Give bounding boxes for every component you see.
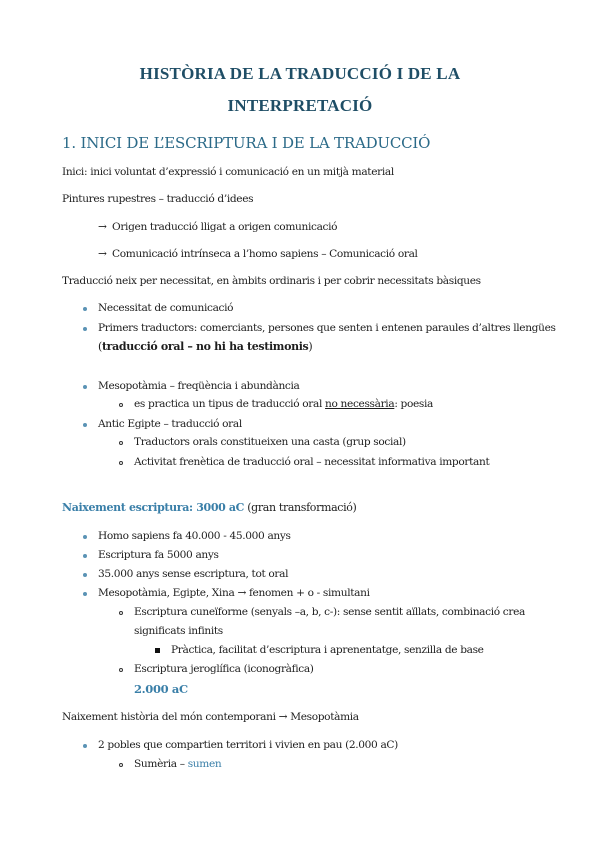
list-item-mesopotamia: Mesopotàmia – freqüència i abundància <box>98 380 300 392</box>
es-practica-text: es practica un tipus de traducció oral <box>134 398 326 410</box>
arrow-icon: → <box>98 221 107 233</box>
list-item-sense-escriptura: 35.000 anys sense escriptura, tot oral <box>98 568 289 580</box>
naixement-pre: Naixement història del món contemporani <box>62 711 279 723</box>
list-item-es-practica <box>134 397 433 411</box>
paragraph-traduccio-neix: Traducció neix per necessitat, en àmbits ordinaris i per cobrir necessitats bàsiques <box>62 275 481 287</box>
list-item-primers: Primers traductors: comerciants, persones que senten i entenen paraules d’altres llengües <box>98 322 556 334</box>
section-heading-1: 1. INICI DE L’ESCRIPTURA I DE LA TRADUCCIÓ <box>62 134 431 152</box>
list-item-cuneiforme: Escriptura cuneïforme (senyals –a, b, c-): sense sentit aïllats, combinació crea <box>134 606 525 618</box>
list-item-activitat: Activitat frenètica de traducció oral – necessitat informativa important <box>134 456 490 468</box>
title-line-2: INTERPRETACIÓ <box>227 96 373 115</box>
square-bullet-icon <box>155 648 160 653</box>
mesopotamia-post: fenomen + o - simultani <box>245 587 370 599</box>
arrow-icon: → <box>278 711 288 723</box>
paren-open: ( <box>98 340 102 353</box>
arrow-icon: → <box>98 248 107 260</box>
naixement-rest: (gran transformació) <box>244 501 357 514</box>
bullet-icon <box>83 385 87 389</box>
sumeria-pre: Sumèria – <box>134 758 188 770</box>
circle-bullet-icon <box>119 461 123 465</box>
list-item-escriptura-fa: Escriptura fa 5000 anys <box>98 549 219 561</box>
list-item-pobles: 2 pobles que compartien territori i vivien en pau (2.000 aC) <box>98 739 398 751</box>
list-item-sumeria <box>134 757 221 771</box>
bullet-icon <box>83 423 87 427</box>
arrow-icon: → <box>237 587 246 599</box>
subheading-naixement <box>62 501 356 515</box>
naixement-post: Mesopotàmia <box>287 711 359 723</box>
bullet-icon <box>83 307 87 311</box>
bullet-icon <box>83 744 87 748</box>
bullet-icon <box>83 592 87 596</box>
mesopotamia-pre: Mesopotàmia, Egipte, Xina <box>98 587 238 599</box>
es-practica-post: : poesia <box>394 398 434 410</box>
origen-text: Origen traducció lligat a origen comunicació <box>112 221 338 233</box>
list-item-primers-cont <box>98 340 312 354</box>
circle-bullet-icon <box>119 441 123 445</box>
arrow-line-comunicacio <box>98 247 418 261</box>
bullet-icon <box>83 554 87 558</box>
circle-bullet-icon <box>119 763 123 767</box>
list-item-homo: Homo sapiens fa 40.000 - 45.000 anys <box>98 530 291 542</box>
bullet-icon <box>83 327 87 331</box>
bold-traduccio-oral: traducció oral – no hi ha testimonis <box>101 340 309 353</box>
circle-bullet-icon <box>119 611 123 615</box>
date-2000-ac: 2.000 aC <box>134 682 188 696</box>
paragraph-pintures: Pintures rupestres – traducció d’idees <box>62 193 254 205</box>
sumeria-accent: sumen <box>187 758 222 770</box>
list-item-antic-egipte: Antic Egipte – traducció oral <box>98 418 242 430</box>
paragraph-inici: Inici: inici voluntat d’expressió i comunicació en un mitjà material <box>62 166 394 178</box>
paren-close: ) <box>308 340 313 353</box>
comunicacio-text: Comunicació intrínseca a l’homo sapiens – Comunicació oral <box>112 248 418 260</box>
bullet-icon <box>83 573 87 577</box>
bullet-icon <box>83 535 87 539</box>
naixement-accent: Naixement escriptura: 3000 aC <box>62 501 245 514</box>
title-line-1: HISTÒRIA DE LA TRADUCCIÓ I DE LA <box>139 64 461 83</box>
arrow-line-origen <box>98 220 337 234</box>
list-item-mesopotamia-egipte <box>98 586 370 600</box>
list-item-jeroglifica: Escriptura jeroglífica (iconogràfica) <box>134 663 314 675</box>
list-item-cuneiforme-cont: significats infinits <box>134 625 223 637</box>
list-item-traductors-orals: Traductors orals constitueixen una casta (grup social) <box>134 436 406 448</box>
circle-bullet-icon <box>119 668 123 672</box>
circle-bullet-icon <box>119 403 123 407</box>
paragraph-naixement-historia <box>62 710 359 724</box>
underlined-no-necessaria: no necessària <box>325 398 395 410</box>
list-item-necessitat: Necessitat de comunicació <box>98 302 234 314</box>
list-item-practica: Pràctica, facilitat d’escriptura i aprenentatge, senzilla de base <box>171 644 484 656</box>
